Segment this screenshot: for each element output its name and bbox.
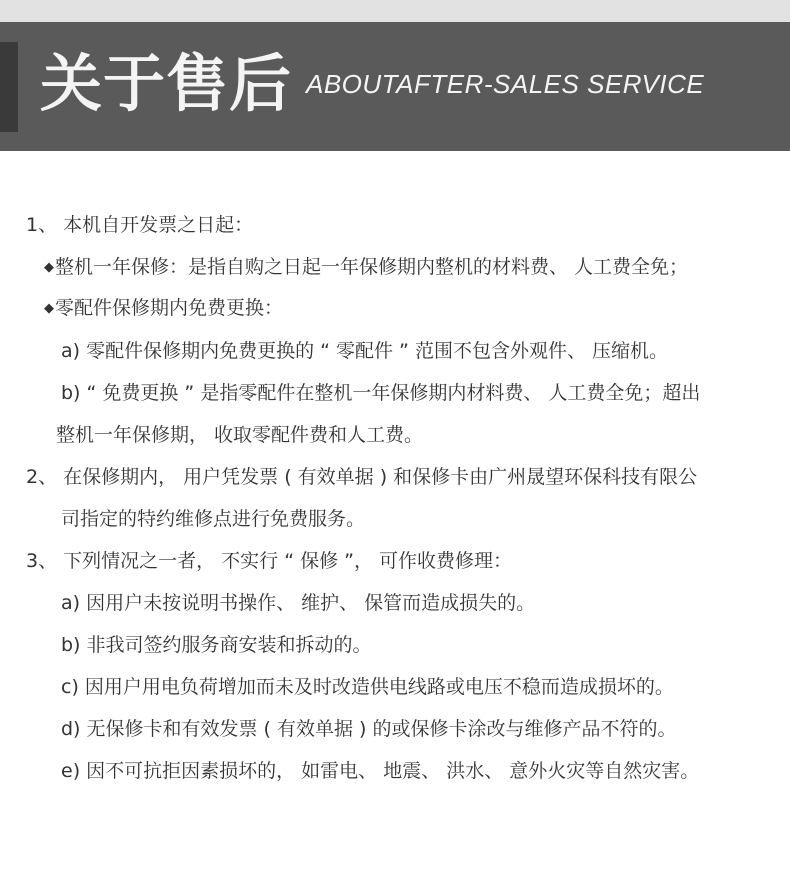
term-line: b) 非我司签约服务商安装和拆动的。: [61, 634, 372, 656]
term-line: d) 无保修卡和有效发票 ( 有效单据 ) 的或保修卡涂改与维修产品不符的。: [61, 718, 677, 740]
term-line-text: 零配件保修期内免费更换：: [55, 297, 284, 319]
term-line: b) “ 免费更换 ” 是指零配件在整机一年保修期内材料费、 人工费全免；超出: [61, 382, 701, 404]
term-line: [44, 254, 688, 281]
banner-accent-bar: [0, 42, 18, 132]
term-line-text: 整机一年保修：是指自购之日起一年保修期内整机的材料费、 人工费全免；: [55, 256, 689, 278]
header-banner: [0, 22, 790, 151]
diamond-bullet-icon: ◆: [44, 301, 54, 316]
term-line: 司指定的特约维修点进行免费服务。: [61, 508, 366, 530]
page-title: 关于售后: [40, 47, 293, 120]
term-line: 整机一年保修期， 收取零配件费和人工费。: [56, 424, 424, 446]
term-line: e) 因不可抗拒因素损坏的， 如雷电、 地震、 洪水、 意外火灾等自然灾害。: [61, 760, 700, 782]
term-line: a) 因用户未按说明书操作、 维护、 保管而造成损失的。: [61, 592, 536, 614]
term-line: [44, 295, 283, 322]
term-line: c) 因用户用电负荷增加而未及时改造供电线路或电压不稳而造成损坏的。: [61, 676, 674, 698]
diamond-bullet-icon: ◆: [44, 260, 54, 275]
term-line: a) 零配件保修期内免费更换的 “ 零配件 ” 范围不包含外观件、 压缩机。: [61, 340, 668, 362]
term-line: 3、 下列情况之一者， 不实行 “ 保修 ”， 可作收费修理：: [26, 550, 513, 572]
page-subtitle: ABOUTAFTER-SALES SERVICE: [306, 69, 705, 99]
term-line: 2、 在保修期内， 用户凭发票 ( 有效单据 ) 和保修卡由广州晟望环保科技有限公: [26, 466, 698, 488]
top-strip: [0, 0, 790, 22]
term-line: 1、 本机自开发票之日起：: [26, 214, 254, 236]
